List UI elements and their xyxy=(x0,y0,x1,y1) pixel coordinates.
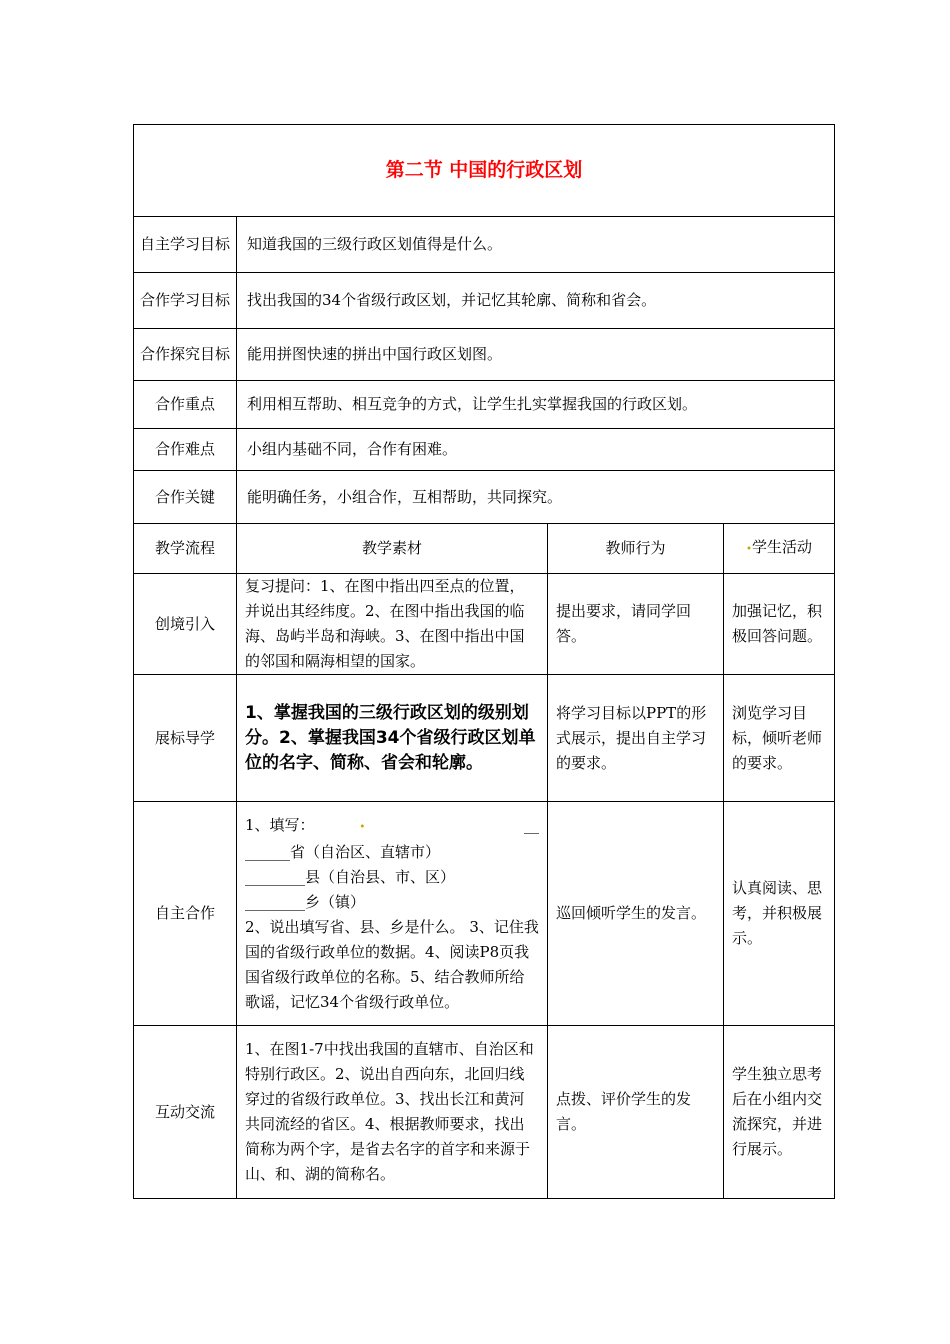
flow-stage: 展标导学 xyxy=(134,675,237,802)
flow-student: 加强记忆，积极回答问题。 xyxy=(724,574,835,675)
objective-label: 合作重点 xyxy=(134,381,237,429)
objective-row xyxy=(134,471,835,524)
flow-header-row xyxy=(134,524,835,574)
objective-row xyxy=(134,381,835,429)
blank-line: __ xyxy=(524,815,539,834)
objective-row xyxy=(134,273,835,329)
flow-teacher: 点拨、评价学生的发言。 xyxy=(548,1026,724,1199)
material-line xyxy=(245,813,539,840)
header-teacher: 教师行为 xyxy=(548,524,724,574)
flow-teacher: 提出要求，请同学回答。 xyxy=(548,574,724,675)
objective-row xyxy=(134,329,835,381)
objective-label: 自主学习目标 xyxy=(134,217,237,273)
flow-stage: 自主合作 xyxy=(134,802,237,1026)
objective-row xyxy=(134,429,835,471)
objective-text: 找出我国的34个省级行政区划，并记忆其轮廓、简称和省会。 xyxy=(237,273,835,329)
flow-stage: 创境引入 xyxy=(134,574,237,675)
page-title: 第二节 中国的行政区划 xyxy=(134,125,835,217)
objective-label: 合作学习目标 xyxy=(134,273,237,329)
objective-row xyxy=(134,217,835,273)
objective-text: 小组内基础不同，合作有困难。 xyxy=(237,429,835,471)
objective-text: 利用相互帮助、相互竞争的方式，让学生扎实掌握我国的行政区划。 xyxy=(237,381,835,429)
objective-label: 合作关键 xyxy=(134,471,237,524)
header-student-label: 学生活动 xyxy=(751,538,812,556)
material-line: ________乡（镇） xyxy=(245,892,366,911)
material-line: ________县（自治县、市、区） xyxy=(245,867,456,886)
flow-stage: 互动交流 xyxy=(134,1026,237,1199)
flow-material: 1、掌握我国的三级行政区划的级别划分。2、掌握我国34个省级行政区划单位的名字、简称、省会和轮廓。 xyxy=(237,675,548,802)
flow-row xyxy=(134,574,835,675)
objective-text: 能明确任务，小组合作，互相帮助，共同探究。 xyxy=(237,471,835,524)
flow-row xyxy=(134,675,835,802)
marker-dot: • xyxy=(746,544,752,555)
flow-student: 浏览学习目标，倾听老师的要求。 xyxy=(724,675,835,802)
flow-student: 认真阅读、思考，并积极展示。 xyxy=(724,802,835,1026)
objective-text: 能用拼图快速的拼出中国行政区划图。 xyxy=(237,329,835,381)
flow-teacher: 将学习目标以PPT的形式展示，提出自主学习的要求。 xyxy=(548,675,724,802)
header-stage: 教学流程 xyxy=(134,524,237,574)
lesson-plan-table xyxy=(133,124,835,1199)
header-material: 教学素材 xyxy=(237,524,548,574)
marker-dot: • xyxy=(359,821,366,833)
flow-material: 复习提问：1、在图中指出四至点的位置，并说出其经纬度。2、在图中指出我国的临海、岛屿半岛和海峡。3、在图中指出中国的邻国和隔海相望的国家。 xyxy=(237,574,548,675)
objective-text: 知道我国的三级行政区划值得是什么。 xyxy=(237,217,835,273)
flow-row xyxy=(134,1026,835,1199)
header-student xyxy=(724,524,835,574)
objective-label: 合作探究目标 xyxy=(134,329,237,381)
flow-material: 1、在图1-7中找出我国的直辖市、自治区和特别行政区。2、说出自西向东，北回归线穿过的省级行政单位。3、找出长江和黄河共同流经的省区。4、根据教师要求，找出简称为两个字，是省去名字的首字和来源于山、和、湖的简称名。 xyxy=(237,1026,548,1199)
objective-label: 合作难点 xyxy=(134,429,237,471)
material-line: ______省（自治区、直辖市） xyxy=(245,842,441,861)
flow-material xyxy=(237,802,548,1026)
title-row xyxy=(134,125,835,217)
flow-student: 学生独立思考后在小组内交流探究，并进行展示。 xyxy=(724,1026,835,1199)
material-line: 2、说出填写省、县、乡是什么。 3、记住我国的省级行政单位的数据。4、阅读P8页我国省级行政单位的名称。5、结合教师所给歌谣，记忆34个省级行政单位。 xyxy=(245,917,539,1011)
flow-row xyxy=(134,802,835,1026)
material-line-text: 1、填写： xyxy=(245,815,315,834)
flow-teacher: 巡回倾听学生的发言。 xyxy=(548,802,724,1026)
